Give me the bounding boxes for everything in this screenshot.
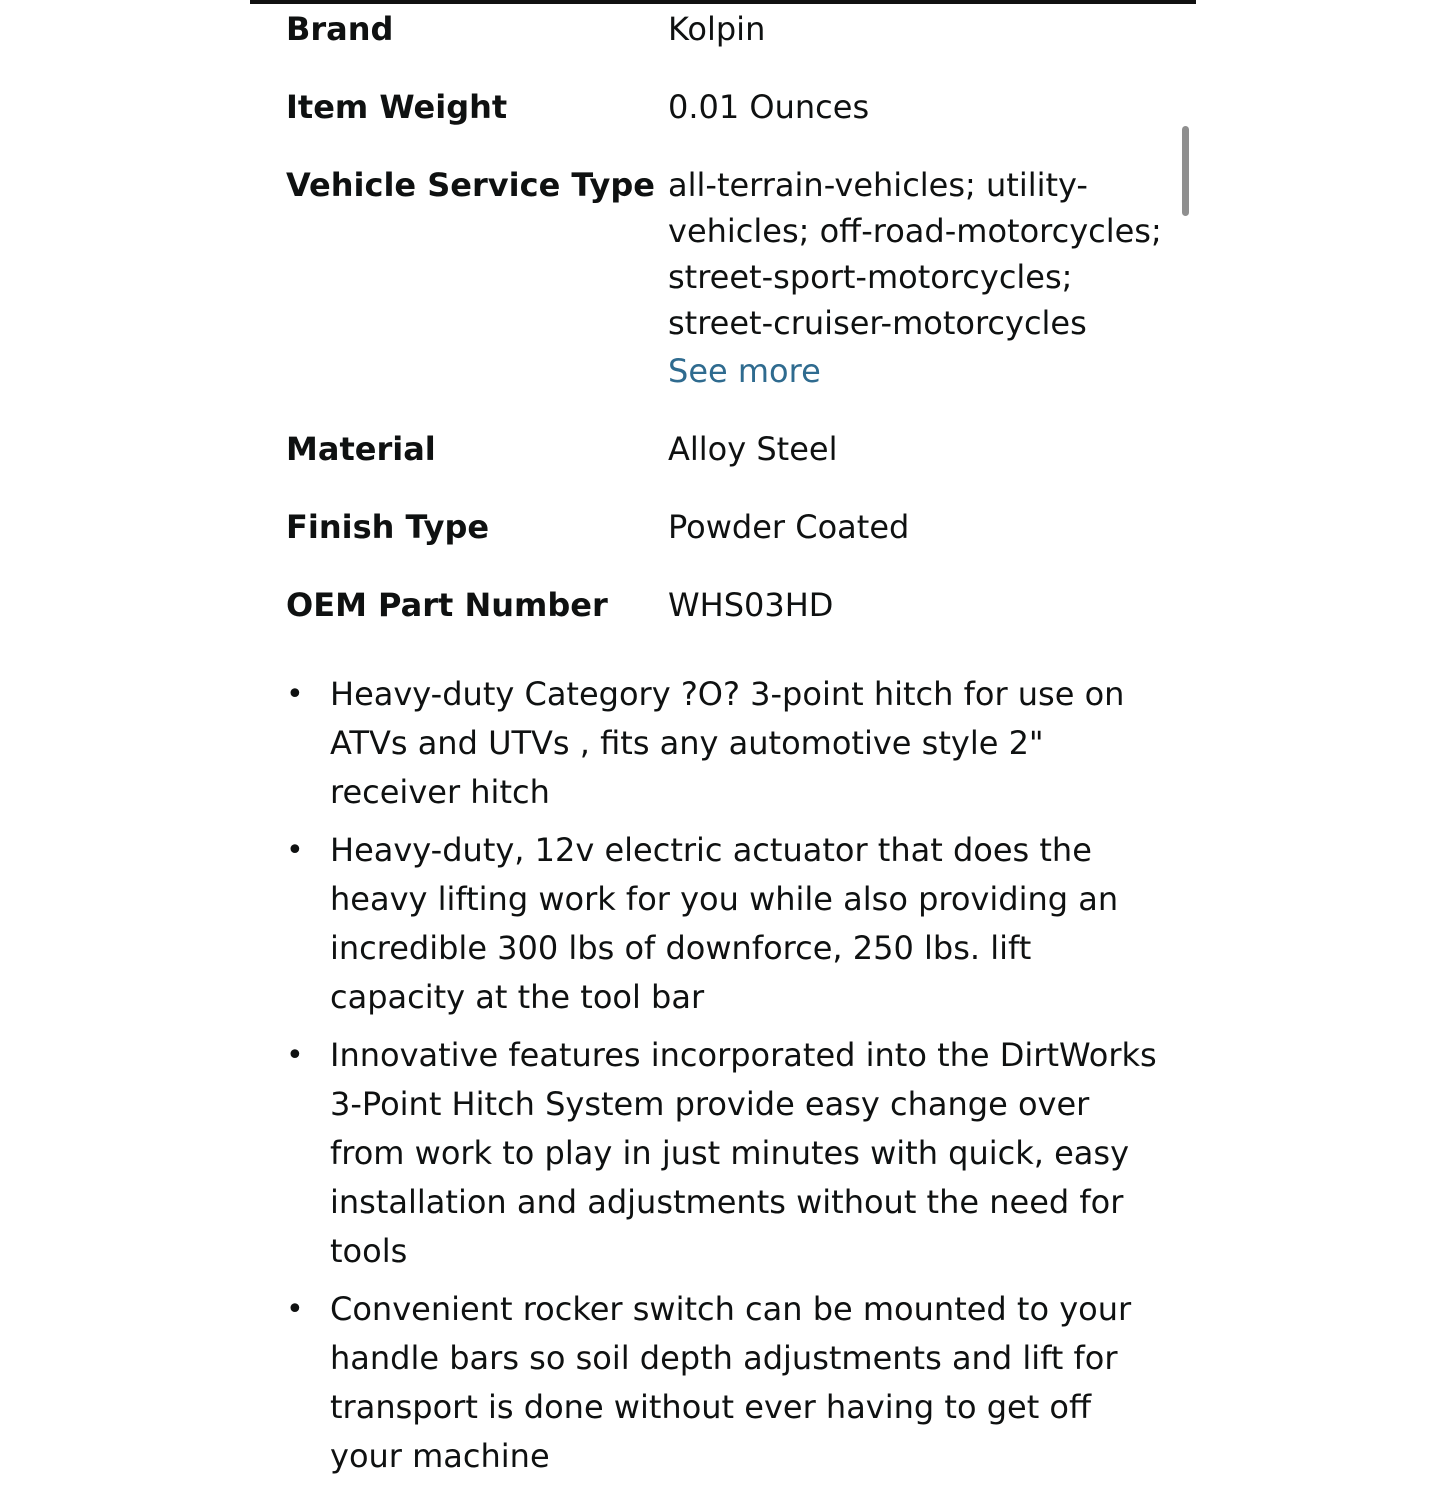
spec-label: Brand bbox=[286, 10, 394, 48]
spec-value: all-terrain-vehicles; utility-vehicles; off-road-motorcycles; street-sport-motorcycles; street-cruiser-motorcycles bbox=[668, 166, 1162, 342]
bullet-dot-icon: • bbox=[286, 677, 304, 712]
spec-value: Kolpin bbox=[668, 10, 766, 48]
spec-row-brand bbox=[286, 6, 1166, 52]
feature-bullet bbox=[286, 826, 1166, 1022]
feature-bullet bbox=[286, 670, 1166, 817]
spec-label: Finish Type bbox=[286, 508, 490, 546]
spec-label: Material bbox=[286, 430, 436, 468]
scrollbar-thumb[interactable] bbox=[1182, 126, 1189, 216]
feature-bullet bbox=[286, 1285, 1166, 1481]
product-spec-table bbox=[286, 6, 1166, 660]
product-details-screen bbox=[250, 0, 1196, 1475]
spec-row-finish-type bbox=[286, 504, 1166, 550]
spec-value: Alloy Steel bbox=[668, 430, 838, 468]
spec-label: Vehicle Service Type bbox=[286, 166, 655, 204]
spec-value: WHS03HD bbox=[668, 586, 834, 624]
feature-bullet-text: Heavy-duty Category ?O? 3-point hitch for use on ATVs and UTVs , fits any automotive style 2" receiver hitch bbox=[330, 675, 1125, 811]
spec-label: OEM Part Number bbox=[286, 586, 608, 624]
feature-bullet-text: Convenient rocker switch can be mounted to your handle bars so soil depth adjustments and lift for transport is done without ever having to get off your machine bbox=[330, 1290, 1132, 1475]
feature-bullet-list bbox=[286, 670, 1166, 1490]
feature-bullet bbox=[286, 1031, 1166, 1276]
bullet-dot-icon: • bbox=[286, 1292, 304, 1327]
spec-value: 0.01 Ounces bbox=[668, 88, 870, 126]
spec-value-group bbox=[668, 162, 1163, 394]
spec-row-vehicle-service-type bbox=[286, 162, 1166, 394]
see-more-link[interactable]: See more bbox=[668, 352, 821, 390]
bullet-dot-icon: • bbox=[286, 833, 304, 868]
bullet-dot-icon: • bbox=[286, 1038, 304, 1073]
spec-row-oem-part-number bbox=[286, 582, 1166, 628]
spec-row-item-weight bbox=[286, 84, 1166, 130]
feature-bullet-text: Heavy-duty, 12v electric actuator that does the heavy lifting work for you while also providing an incredible 300 lbs of downforce, 250 lbs. lift capacity at the tool bar bbox=[330, 831, 1119, 1016]
spec-label: Item Weight bbox=[286, 88, 508, 126]
feature-bullet-text: Innovative features incorporated into the DirtWorks 3-Point Hitch System provide easy change over from work to play in just minutes with quick, easy installation and adjustments without the need for tools bbox=[330, 1036, 1157, 1270]
spec-value: Powder Coated bbox=[668, 508, 910, 546]
spec-row-material bbox=[286, 426, 1166, 472]
